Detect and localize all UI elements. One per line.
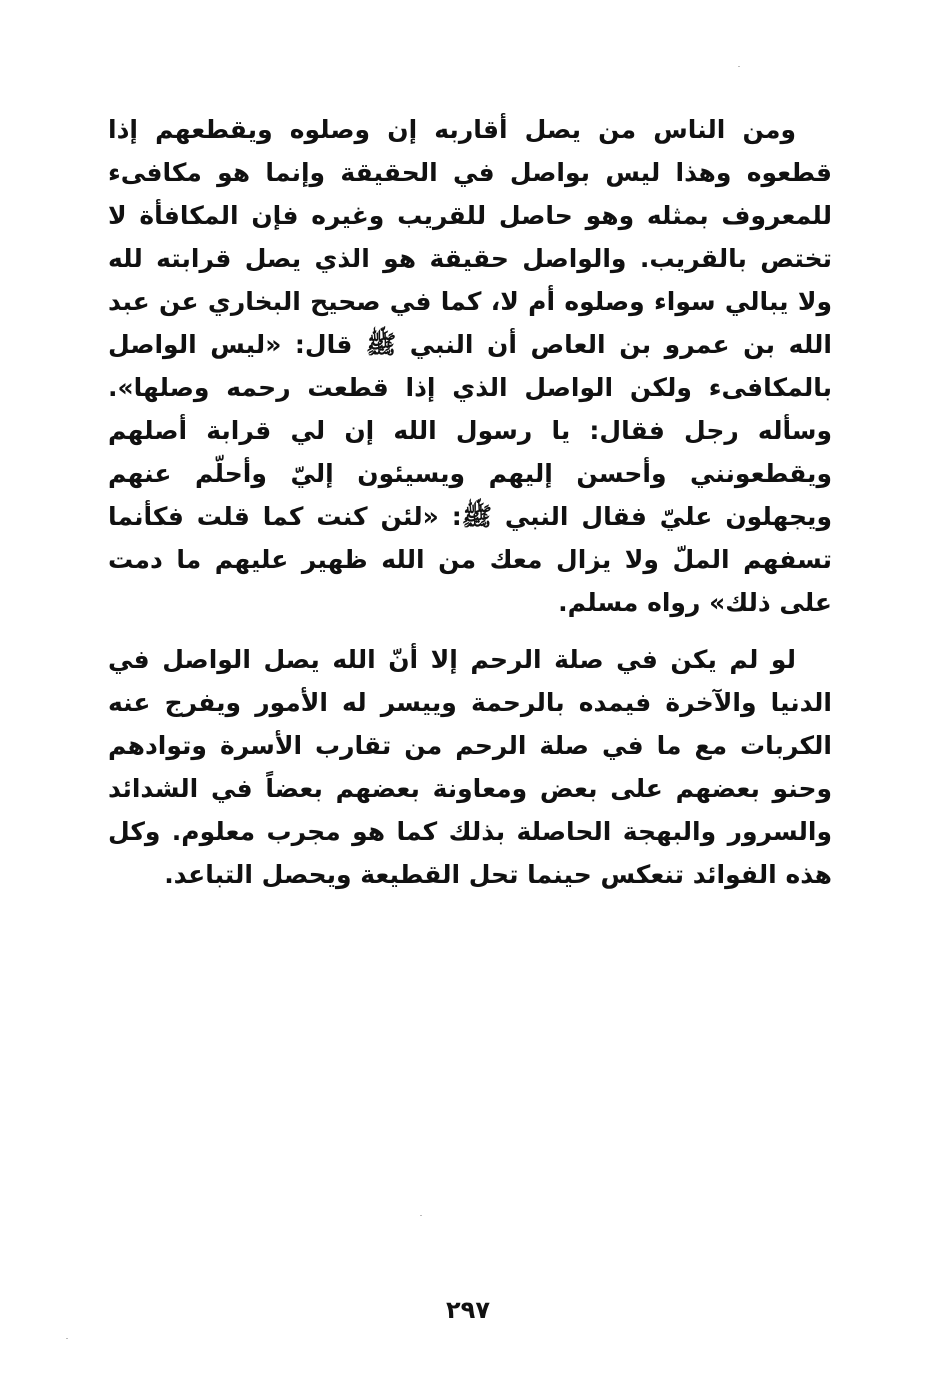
scan-speck [66,1338,68,1339]
paragraph-2: لو لم يكن في صلة الرحم إلا أنّ الله يصل الواصل في الدنيا والآخرة فيمده بالرحمة وييسر له الأمور ويفرج عنه الكربات مع ما في صلة الرحم من تقارب الأسرة وتوادهم وحنو بعضهم على بعض ومعاونة بعضهم بعضاً في الشدائد والسرور والبهجة الحاصلة بذلك كما هو مجرب معلوم. وكل هذه الفوائد تنعكس حينما تحل القطيعة ويحصل التباعد. [108,645,832,889]
scan-speck [738,66,740,67]
paragraph-1: ومن الناس من يصل أقاربه إن وصلوه ويقطعهم إذا قطعوه وهذا ليس بواصل في الحقيقة وإنما هو مكافىء للمعروف بمثله وهو حاصل للقريب وغيره فإن المكافأة لا تختص بالقريب. والواصل حقيقة هو الذي يصل قرابته لله ولا يبالي سواء وصلوه أم لا، كما في صحيح البخاري عن عبد الله بن عمرو بن العاص أن النبي ﷺ قال: «ليس الواصل بالمكافىء ولكن الواصل الذي إذا قطعت رحمه وصلها». وسأله رجل فقال: يا رسول الله إن لي قرابة أصلهم ويقطعونني وأحسن إليهم ويسيئون إليّ وأحلّم عنهم ويجهلون عليّ فقال النبي ﷺ: «لئن كنت كما قلت فكأنما تسفهم الملّ ولا يزال معك من الله ظهير عليهم ما دمت على ذلك» رواه مسلم. [108,115,832,617]
body-text [108,108,832,896]
page-number: ٢٩٧ [446,1296,490,1324]
scan-speck [420,1215,422,1216]
